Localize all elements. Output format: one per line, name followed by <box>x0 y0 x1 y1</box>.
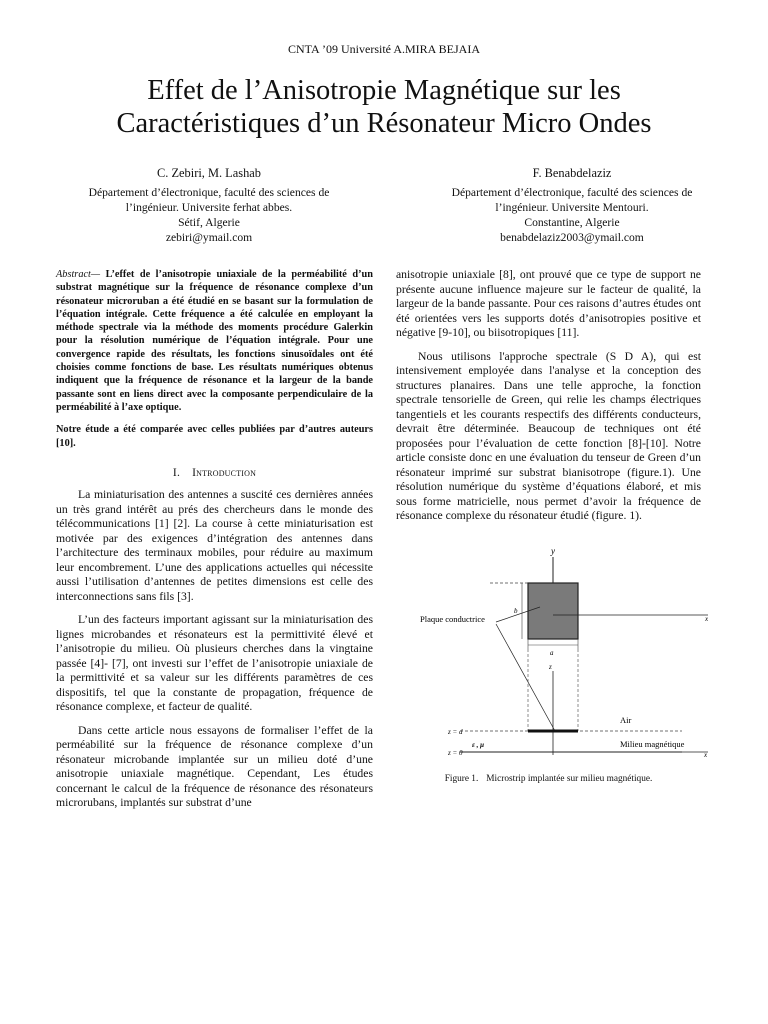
email: benabdelaziz2003@ymail.com <box>500 231 644 244</box>
abstract-text: L’effet de l’anisotropie uniaxiale de la perméabilité d’un substrat magnétique sur la fréquence de résonance complexe d’un résonateur microruban a été étudié en se basant sur la formulation de l’équation intégrale. Cette fréquence a été calculée en employant la méthode spectrale via la méthode des moments procédure Galerkin pour la résolution numérique de l’équation intégrale. Pour une convergence rapide des résultats, les fonctions sinusoïdales ont été choisies comme fonctions de base. Les résultats numériques obtenus indiquent que la fréquence de résonance et la largeur de la bande passante sont en liens direct avec la composante perpendiculaire de la perméabilité à l’axe optique. <box>56 269 373 413</box>
department: Département d’électronique, faculté des sciences de <box>88 186 330 199</box>
plaque-pointer-2 <box>496 624 555 731</box>
left-column <box>56 268 373 820</box>
a-label: a <box>550 649 554 657</box>
section-heading <box>56 466 373 481</box>
section-number: I. <box>172 465 181 479</box>
y-axis-label: y <box>551 546 555 556</box>
figure-1 <box>410 545 710 770</box>
paragraph: anisotropie uniaxiale [8], ont prouvé que ce type de support ne présente aucune influence majeure sur le facteur de qualité, la largeur de la bande passante. Pour ces raisons d’autres études ont été orientées vers les supports dotés d’anisotropies positive et négative [9-10], ou biisotropiques [11]. <box>396 268 701 339</box>
microstrip-diagram <box>410 545 710 770</box>
z-axis-label: z <box>549 663 552 671</box>
paragraph: L’un des facteurs important agissant sur la miniaturisation des lignes microbandes et résonateurs est la permittivité élevé et l’anisotropie du milieu. Où plusieurs cherches dans la vingtaine passée [4]- [7], ont investi sur l’effet de l’anisotropie uniaxiale de la permittivité et sa valeur sur les différents paramètres de ces dispositifs, tel que la constante de propagation, fréquence de résonance complexe, et facteur de qualité. <box>56 613 373 714</box>
location: Sétif, Algerie <box>178 216 240 229</box>
conference-header: CNTA ’09 Université A.MIRA BEJAIA <box>287 42 481 56</box>
b-label: b <box>514 607 518 615</box>
university: l’ingénieur. Universite Mentouri. <box>495 201 649 214</box>
title-line-1: Effet de l’Anisotropie Magnétique sur les <box>147 75 621 106</box>
department: Département d’électronique, faculté des sciences de <box>451 186 693 199</box>
z-0-label: z = 0 <box>448 749 463 757</box>
paragraph: Nous utilisons l'approche spectrale (S D A), qui est intensivement employée dans l'analyse et la conception des structures planaires. Dans une telle approche, la fonction spectrale tensorielle de Green, qui relie les champs électriques tangentiels et les courants respectifs des différents conducteurs, devrait être déterminée. Beaucoup de techniques ont été proposées pour l’évaluation de cette fonction [8]-[10]. Notre article consiste donc en une évaluation du tenseur de Green d’un résonateur imprimé sur substrat bianisotrope (figure.1). Une résolution numérique du système d’équations élaboré, et mis sous forme matricielle, nous permet d’avoir la fréquence de résonance complexe du résonateur étudié (figure. 1). <box>396 349 701 522</box>
z-d-label: z = d <box>448 728 463 736</box>
milieu-label: Milieu magnétique <box>620 739 685 749</box>
paper-title <box>40 74 728 140</box>
x-axis-label-bottom: x <box>704 751 708 759</box>
x-axis-label-top: x <box>705 615 709 623</box>
caption-number: Figure 1. <box>444 774 479 784</box>
author-names: C. Zebiri, M. Lashab <box>157 166 261 180</box>
section-title: Introduction <box>192 465 257 479</box>
figure-caption <box>396 774 701 784</box>
location: Constantine, Algerie <box>524 216 620 229</box>
affiliation-left <box>66 166 352 245</box>
author-names: F. Benabdelaziz <box>532 166 612 180</box>
conducting-patch <box>528 583 578 639</box>
title-line-2: Caractéristiques d’un Résonateur Micro Ondes <box>116 108 652 139</box>
air-label: Air <box>620 715 632 725</box>
strip-section <box>528 730 578 733</box>
email: zebiri@ymail.com <box>165 231 253 244</box>
plaque-label: Plaque conductrice <box>420 614 485 624</box>
right-column <box>396 268 701 533</box>
paragraph: La miniaturisation des antennes a suscité ces dernières années un très grand intérêt au prés des chercheurs dans le monde des télécommunications [1] [2]. La course à cette miniaturisation est motivée par des exigences d’intégration des antennes dans l’architecture des terminaux mobiles, pour réduire au maximum leur encombrement. L’une des applications actuelles qui nécessite aussi l’utilisation d’antennes de petites dimensions est celle des interconnections sans fils [3]. <box>56 488 373 603</box>
eps-mu-label: ε , μ <box>472 741 485 749</box>
abstract-note: Notre étude a été comparée avec celles publiées par d’autres auteurs [10]. <box>56 424 373 449</box>
university: l’ingénieur. Universite ferhat abbes. <box>125 201 293 214</box>
abstract <box>56 268 373 414</box>
abstract-label: Abstract— <box>56 269 101 280</box>
paragraph: Dans cette article nous essayons de formaliser l’effet de la perméabilité sur la fréquence de résonance complexe d’un résonateur microbande implantée sur un milieu doté d’une anisotropie uniaxiale magnétique. Cependant, Les études concernant le calcul de la fréquence de résonance des résonateurs microrubans, implantés sur substrat d’une <box>56 723 373 810</box>
caption-text: Microstrip implantée sur milieu magnétique. <box>486 774 653 784</box>
affiliation-right <box>422 166 722 245</box>
